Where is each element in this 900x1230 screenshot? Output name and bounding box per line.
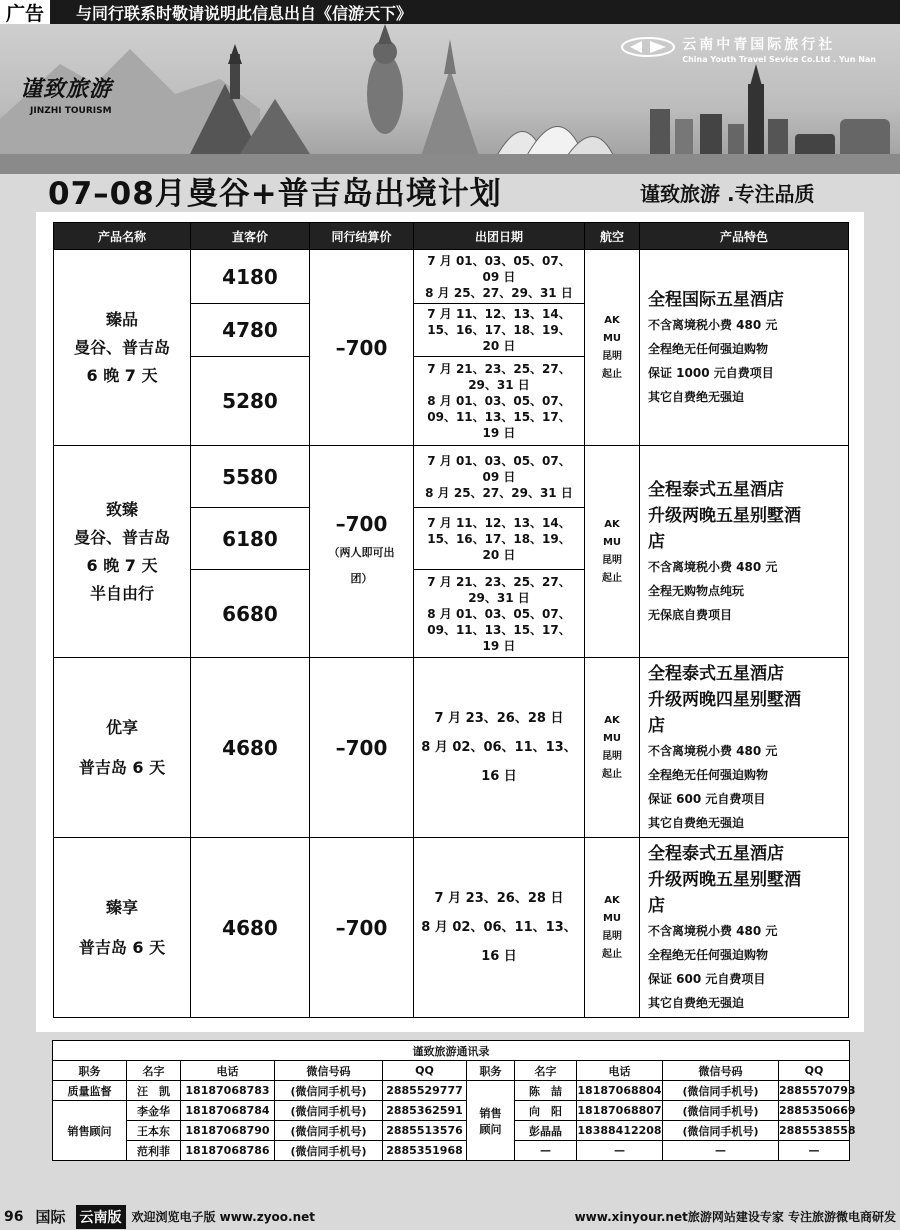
features-cell: 全程泰式五星酒店 升级两晚五星别墅酒 店 不含离境税小费 480 元 全程绝无任何强迫购物 保证 600 元自费项目 其它自费绝无强迫	[640, 838, 849, 1018]
header-retail-price: 直客价	[191, 223, 310, 250]
retail-price: 4180	[191, 250, 310, 304]
date-group: 7 月 21、23、25、27、 29、31 日 8 月 01、03、05、07、 09、11、13、15、17、 19 日	[414, 357, 585, 446]
agency-english: China Youth Travel Sevice Co.Ltd . Yun Nan	[682, 55, 876, 64]
features-cell: 全程泰式五星酒店 升级两晚五星别墅酒 店 不含离境税小费 480 元 全程无购物点纯玩 无保底自费项目	[640, 446, 849, 658]
product-name-cell: 优享 普吉岛 6 天	[54, 658, 191, 838]
page-footer	[0, 1203, 900, 1230]
trade-price: –700	[310, 838, 414, 1018]
product-name-cell: 臻享 普吉岛 6 天	[54, 838, 191, 1018]
banner	[0, 24, 900, 174]
table-row: 质量监督 汪 凯 18187068783 (微信同手机号) 2885529777 销售 顾问 陈 喆 18187068804 (微信同手机号) 2885570793	[53, 1081, 850, 1101]
table-row	[54, 250, 849, 304]
cyts-logo-icon	[620, 36, 676, 58]
product-panel	[36, 212, 864, 1032]
airline-cell: AK MU 昆明 起止	[585, 446, 640, 658]
airline-cell: AK MU 昆明 起止	[585, 250, 640, 446]
header-trade-price: 同行结算价	[310, 223, 414, 250]
date-group: 7 月 21、23、25、27、 29、31 日 8 月 01、03、05、07、 09、11、13、15、17、 19 日	[414, 570, 585, 658]
section-label: 国际	[35, 1208, 66, 1226]
agency-name: 云南中青国际旅行社	[682, 37, 836, 53]
retail-price: 5280	[191, 357, 310, 446]
trade-price: –700	[310, 250, 414, 446]
table-row	[54, 838, 849, 1018]
date-group: 7 月 11、12、13、14、 15、16、17、18、19、 20 日	[414, 304, 585, 357]
date-group: 7 月 01、03、05、07、 09 日 8 月 25、27、29、31 日	[414, 446, 585, 508]
footer-welcome: 欢迎浏览电子版 www.zyoo.net	[131, 1210, 315, 1224]
product-name-cell: 臻品 曼谷、普吉岛 6 晚 7 天	[54, 250, 191, 446]
ad-notice: 与同行联系时敬请说明此信息出自《信游天下》	[76, 3, 413, 23]
ad-bar	[0, 0, 900, 24]
product-name-cell: 致臻 曼谷、普吉岛 6 晚 7 天 半自由行	[54, 446, 191, 658]
airline-cell: AK MU 昆明 起止	[585, 838, 640, 1018]
table-row: 范利菲 18187068786 (微信同手机号) 2885351968 — — — —	[53, 1141, 850, 1161]
trade-price-cell	[310, 446, 414, 658]
trade-price-note: （两人即可出 团）	[328, 545, 395, 585]
logo-text: 谨致旅游	[20, 76, 113, 102]
retail-price: 5580	[191, 446, 310, 508]
contact-header-row: 职务 名字 电话 微信号码 QQ 职务 名字 电话 微信号码 QQ	[53, 1061, 850, 1081]
ad-tag: 广告	[0, 0, 54, 24]
table-row: 销售顾问 李金华 18187068784 (微信同手机号) 2885362591 向 阳 18187068807 (微信同手机号) 2885350669	[53, 1101, 850, 1121]
date-group: 7 月 23、26、28 日 8 月 02、06、11、13、 16 日	[414, 658, 585, 838]
retail-price: 4680	[191, 658, 310, 838]
date-group: 7 月 11、12、13、14、 15、16、17、18、19、 20 日	[414, 508, 585, 570]
logo-english: JINZHI TOURISM	[30, 106, 112, 116]
slogan: 谨致旅游 .专注品质	[640, 182, 815, 206]
edition-badge: 云南版	[76, 1205, 126, 1229]
page-title: 07–08月曼谷+普吉岛出境计划	[48, 176, 502, 212]
agency-block	[682, 34, 876, 64]
contact-title: 谨致旅游通讯录	[53, 1041, 850, 1061]
product-table	[53, 222, 849, 1018]
page-number: 96	[4, 1208, 24, 1225]
table-header-row	[54, 223, 849, 250]
contact-role: 质量监督	[53, 1081, 127, 1101]
contact-role: 销售 顾问	[467, 1081, 515, 1161]
header-airline: 航空	[585, 223, 640, 250]
header-features: 产品特色	[640, 223, 849, 250]
contact-role: 销售顾问	[53, 1101, 127, 1161]
header-product-name: 产品名称	[54, 223, 191, 250]
features-cell: 全程国际五星酒店 不含离境税小费 480 元 全程绝无任何强迫购物 保证 1000 元自费项目 其它自费绝无强迫	[640, 250, 849, 446]
footer-right-text: www.xinyour.net旅游网站建设专家 专注旅游微电商研发	[574, 1210, 896, 1224]
table-row	[54, 658, 849, 838]
contact-table	[52, 1040, 856, 1161]
retail-price: 6180	[191, 508, 310, 570]
retail-price: 4780	[191, 304, 310, 357]
table-row	[54, 446, 849, 508]
header-departure-dates: 出团日期	[414, 223, 585, 250]
trade-price: –700	[335, 511, 388, 536]
features-cell: 全程泰式五星酒店 升级两晚四星别墅酒 店 不含离境税小费 480 元 全程绝无任何强迫购物 保证 600 元自费项目 其它自费绝无强迫	[640, 658, 849, 838]
airline-cell: AK MU 昆明 起止	[585, 658, 640, 838]
title-row	[0, 160, 900, 218]
table-row: 王本东 18187068790 (微信同手机号) 2885513576 彭晶晶 18388412208 (微信同手机号) 2885538558	[53, 1121, 850, 1141]
date-group: 7 月 23、26、28 日 8 月 02、06、11、13、 16 日	[414, 838, 585, 1018]
date-group: 7 月 01、03、05、07、 09 日 8 月 25、27、29、31 日	[414, 250, 585, 304]
trade-price: –700	[310, 658, 414, 838]
jinzhi-logo	[12, 64, 160, 128]
retail-price: 6680	[191, 570, 310, 658]
retail-price: 4680	[191, 838, 310, 1018]
